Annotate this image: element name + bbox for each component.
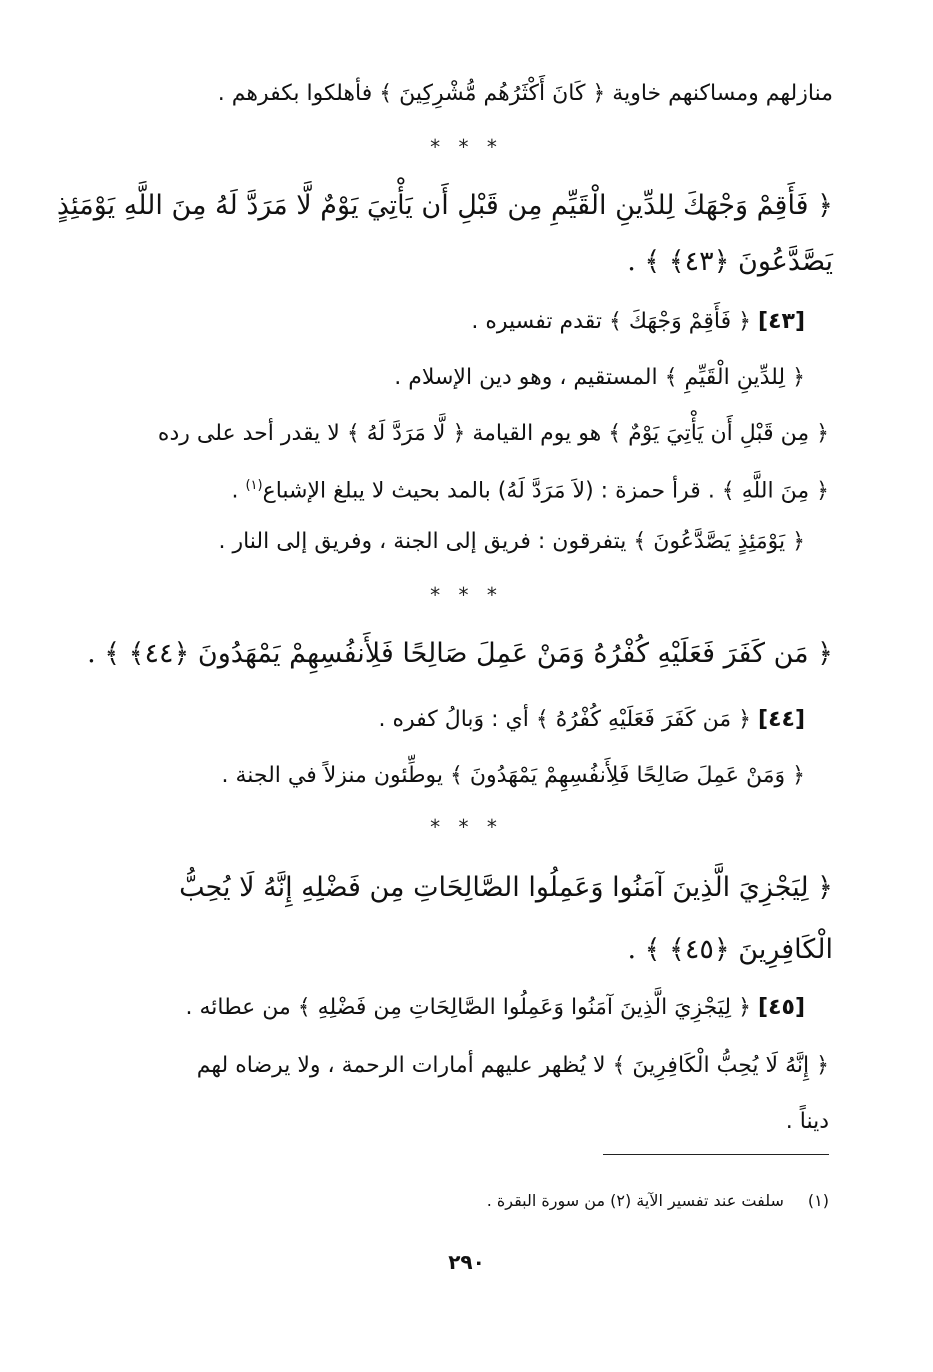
commentary-44-line-1 [75,700,805,740]
commentary-44-line-2: ﴿ وَمَنْ عَمِلَ صَالِحًا فَلِأَنفُسِهِمْ يَمْهَدُونَ ﴾ يوطِّئون منزلاً في الجنة . [221,763,805,788]
commentary-43-line-1 [75,302,805,342]
text-line-1: منازلهم ومساكنهم خاوية ﴿ كَانَ أَكْثَرُهُم مُّشْرِكِينَ ﴾ فأهلكوا بكفرهم . [217,81,833,106]
footnote-text: سلفت عند تفسير الآية (٢) من سورة البقرة . [486,1191,784,1210]
commentary-43-line-2: ﴿ لِلدِّينِ الْقَيِّمِ ﴾ المستقيم ، وهو دين الإسلام . [394,365,805,390]
commentary-45-line-2: ﴿ إِنَّهُ لَا يُحِبُّ الْكَافِرِينَ ﴾ لا يُظهر عليهم أمارات الرحمة ، ولا يرضاه لهم [196,1053,829,1078]
page-number: ٢٩٠ [448,1250,485,1274]
commentary-43-line-4-end: . [231,478,246,504]
section-separator-3: * * * [430,815,503,839]
commentary-43-line-5: ﴿ يَوْمَئِذٍ يَصَّدَّعُونَ ﴾ يتفرقون : فريق إلى الجنة ، وفريق إلى النار . [218,529,805,554]
commentary-45-text: ﴿ لِيَجْزِيَ الَّذِينَ آمَنُوا وَعَمِلُوا الصَّالِحَاتِ مِن فَضْلِهِ ﴾ من عطائه . [185,995,752,1020]
verse-43-line-2: يَصَّدَّعُونَ ﴿٤٣﴾ ﴾ . [627,246,833,277]
verse-number-44: [٤٤] [758,707,805,732]
commentary-43-line-4 [99,466,829,511]
section-separator-2: * * * [430,583,503,607]
footnote-divider [603,1154,829,1155]
verse-43-line-1: ﴿ فَأَقِمْ وَجْهَكَ لِلدِّينِ الْقَيِّمِ مِن قَبْلِ أَن يَأْتِيَ يَوْمٌ لَّا مَرَدَّ لَهُ مِنَ اللَّهِ يَوْمَئِذٍ [56,190,833,221]
commentary-45-line-1 [75,988,805,1028]
verse-44-line: ﴿ مَن كَفَرَ فَعَلَيْهِ كُفْرُهُ وَمَنْ عَمِلَ صَالِحًا فَلِأَنفُسِهِمْ يَمْهَدُونَ ﴿٤٤﴾ ﴾ . [87,638,833,669]
commentary-45-line-3: ديناً . [785,1109,829,1134]
verse-45-line-2: الْكَافِرِينَ ﴿٤٥﴾ ﴾ . [627,934,833,965]
footnote-number: (١) [807,1191,829,1210]
verse-45-line-1: ﴿ لِيَجْزِيَ الَّذِينَ آمَنُوا وَعَمِلُوا الصَّالِحَاتِ مِن فَضْلِهِ إِنَّهُ لَا يُحِبُّ [179,872,833,903]
commentary-43-line-4-text: ﴿ مِنَ اللَّهِ ﴾ . قرأ حمزة : (لاَ مَرَدَّ لَهُ) بالمد بحيث لا يبلغ الإشباع [262,478,829,504]
commentary-43-text: ﴿ فَأَقِمْ وَجْهَكَ ﴾ تقدم تفسيره . [471,309,752,334]
footnote-ref-1: (١) [245,478,263,493]
section-separator-1: * * * [430,135,503,159]
verse-number-45: [٤٥] [758,995,805,1020]
footnote-1 [109,1186,829,1216]
commentary-44-text: ﴿ مَن كَفَرَ فَعَلَيْهِ كُفْرُهُ ﴾ أي : وَبالُ كفره . [378,707,752,732]
verse-number-43: [٤٣] [758,309,805,334]
commentary-43-line-3: ﴿ مِن قَبْلِ أَن يَأْتِيَ يَوْمٌ ﴾ هو يوم القيامة ﴿ لَّا مَرَدَّ لَهُ ﴾ لا يقدر أحد على رده [157,421,829,446]
